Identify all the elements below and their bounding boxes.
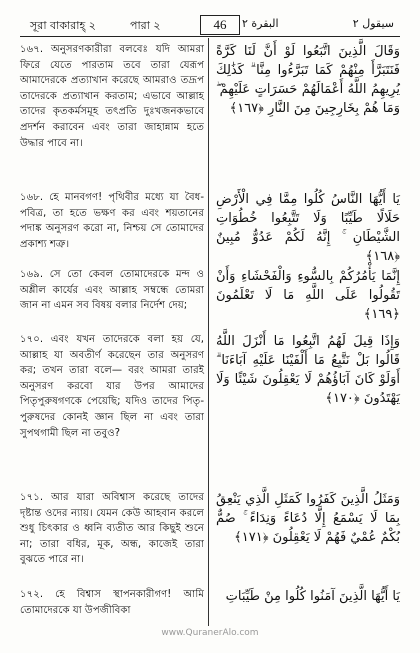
verse-168-bangla: ১৬৮. হে মানবগণ! পৃথিবীর মধ্যে যা বৈধ-পবিত্র, তা হতে ভক্ষণ কর এবং শয়তানের পদাঙ্ক অনুসরণ করো না, নিশ্চয় সে তোমাদের প্রকাশ্য শত্রু। xyxy=(20,192,204,250)
verse-172-arabic: يَا أَيُّهَا الَّذِينَ آمَنُوا كُلُوا مِنْ طَيِّبَاتِ xyxy=(225,589,400,604)
sura-name-bangla: সূরা বাকারাহ্‌ ২ xyxy=(30,19,96,32)
verse-168-arabic: يَا أَيُّهَا النَّاسُ كُلُوا مِمَّا فِي الْأَرْضِ حَلَالًا طَيِّبًا وَلَا تَتَّبِعُوا خُطُوَاتِ الشَّيْطَانِ ۚ إِنَّهُ لَكُمْ عَدُوٌّ مُبِينٌ ﴿١٦٨﴾ xyxy=(216,192,400,264)
verse-170-bangla: ১৭০. এবং যখন তাদেরকে বলা হয় যে, আল্লাহ যা অবতীর্ণ করেছেন তার অনুসরণ কর; তখন তারা বলে— বরং আমরা তারই অনুসরণ করবো যার উপর আমাদের পিতৃপুরুষগণকে পেয়েছি; যদিও তাদের পিতৃ-পুরুষদের কোনই জ্ঞান ছিল না এবং তারা সুপথগামী ছিল না তবুও? xyxy=(20,334,204,439)
website-watermark: www.QuranerAlo.com xyxy=(161,628,259,638)
sura-name-arabic: البقرة ٢ xyxy=(242,17,279,30)
verse-171-arabic: وَمَثَلُ الَّذِينَ كَفَرُوا كَمَثَلِ الَّذِي يَنْعِقُ بِمَا لَا يَسْمَعُ إِلَّا دُعَاءً وَنِدَاءً ۚ صُمٌّ بُكْمٌ عُمْيٌ فَهُمْ لَا يَعْقِلُونَ ﴿١٧١﴾ xyxy=(216,492,400,545)
verse-169-bangla: ১৬৯. সে তো কেবল তোমাদেরকে মন্দ ও অশ্লীল কার্যের এবং আল্লাহ সম্বন্ধে তোমরা জান না এমন সব বিষয় বলার নির্দেশ দেয়; xyxy=(20,269,204,312)
para-bangla: পারা ২ xyxy=(130,19,161,32)
verse-170-arabic: وَإِذَا قِيلَ لَهُمُ اتَّبِعُوا مَا أَنْزَلَ اللَّهُ قَالُوا بَلْ نَتَّبِعُ مَا أَلْفَيْنَا عَلَيْهِ آبَاءَنَا ۗ أَوَلَوْ كَانَ آبَاؤُهُمْ لَا يَعْقِلُونَ شَيْئًا وَلَا يَهْتَدُونَ ﴿١٧٠﴾ xyxy=(216,334,400,406)
verse-169-arabic: إِنَّمَا يَأْمُرُكُمْ بِالسُّوءِ وَالْفَحْشَاءِ وَأَنْ تَقُولُوا عَلَى اللَّهِ مَا لَا تَعْلَمُونَ ﴿١٦٩﴾ xyxy=(216,269,400,322)
quran-page xyxy=(20,14,400,626)
verse-172-bangla: ১৭২. হে বিশ্বাস স্থাপনকারীগণ! আমি তোমাদেরকে যা উপজীবিকা xyxy=(20,589,204,616)
verse-167-bangla: ১৬৭. অনুসরণকারীরা বলবেঃ যদি আমরা ফিরে যেতে পারতাম তবে তারা যেরূপ আমাদেরকে প্রত্যাখান করেছে আমরাও তদ্রূপ তাদেরকে প্রত্যাখান করতাম; এভাবে আল্লাহ তাদের কৃতকর্মসমূহ তৎপ্রতি দুঃখজনকভাবে প্রদর্শন করাবেন এবং তারা জাহান্নাম হতে উদ্ধার পাবে না। xyxy=(20,44,204,149)
page-header xyxy=(20,14,400,37)
page-number: 46 xyxy=(200,15,240,35)
column-divider xyxy=(208,38,209,626)
para-arabic: سيقول ٢ xyxy=(352,17,394,30)
verse-167-arabic: وَقَالَ الَّذِينَ اتَّبَعُوا لَوْ أَنَّ لَنَا كَرَّةً فَنَتَبَرَّأَ مِنْهُمْ كَمَا تَبَرَّءُوا مِنَّا ۗ كَذَٰلِكَ يُرِيهِمُ اللَّهُ أَعْمَالَهُمْ حَسَرَاتٍ عَلَيْهِمْ ۖ وَمَا هُمْ بِخَارِجِينَ مِنَ النَّارِ ﴿١٦٧﴾ xyxy=(216,44,400,116)
verse-171-bangla: ১৭১. আর যারা অবিশ্বাস করেছে তাদের দৃষ্টান্ত ওদের ন্যায়। যেমন কেউ আহবান করলে শুধু চিৎকার ও ধ্বনি ব্যতীত আর কিছুই শুনে না; তারা বধির, মূক, অন্ধ, কাজেই তারা বুঝতে পারে না। xyxy=(20,492,204,566)
